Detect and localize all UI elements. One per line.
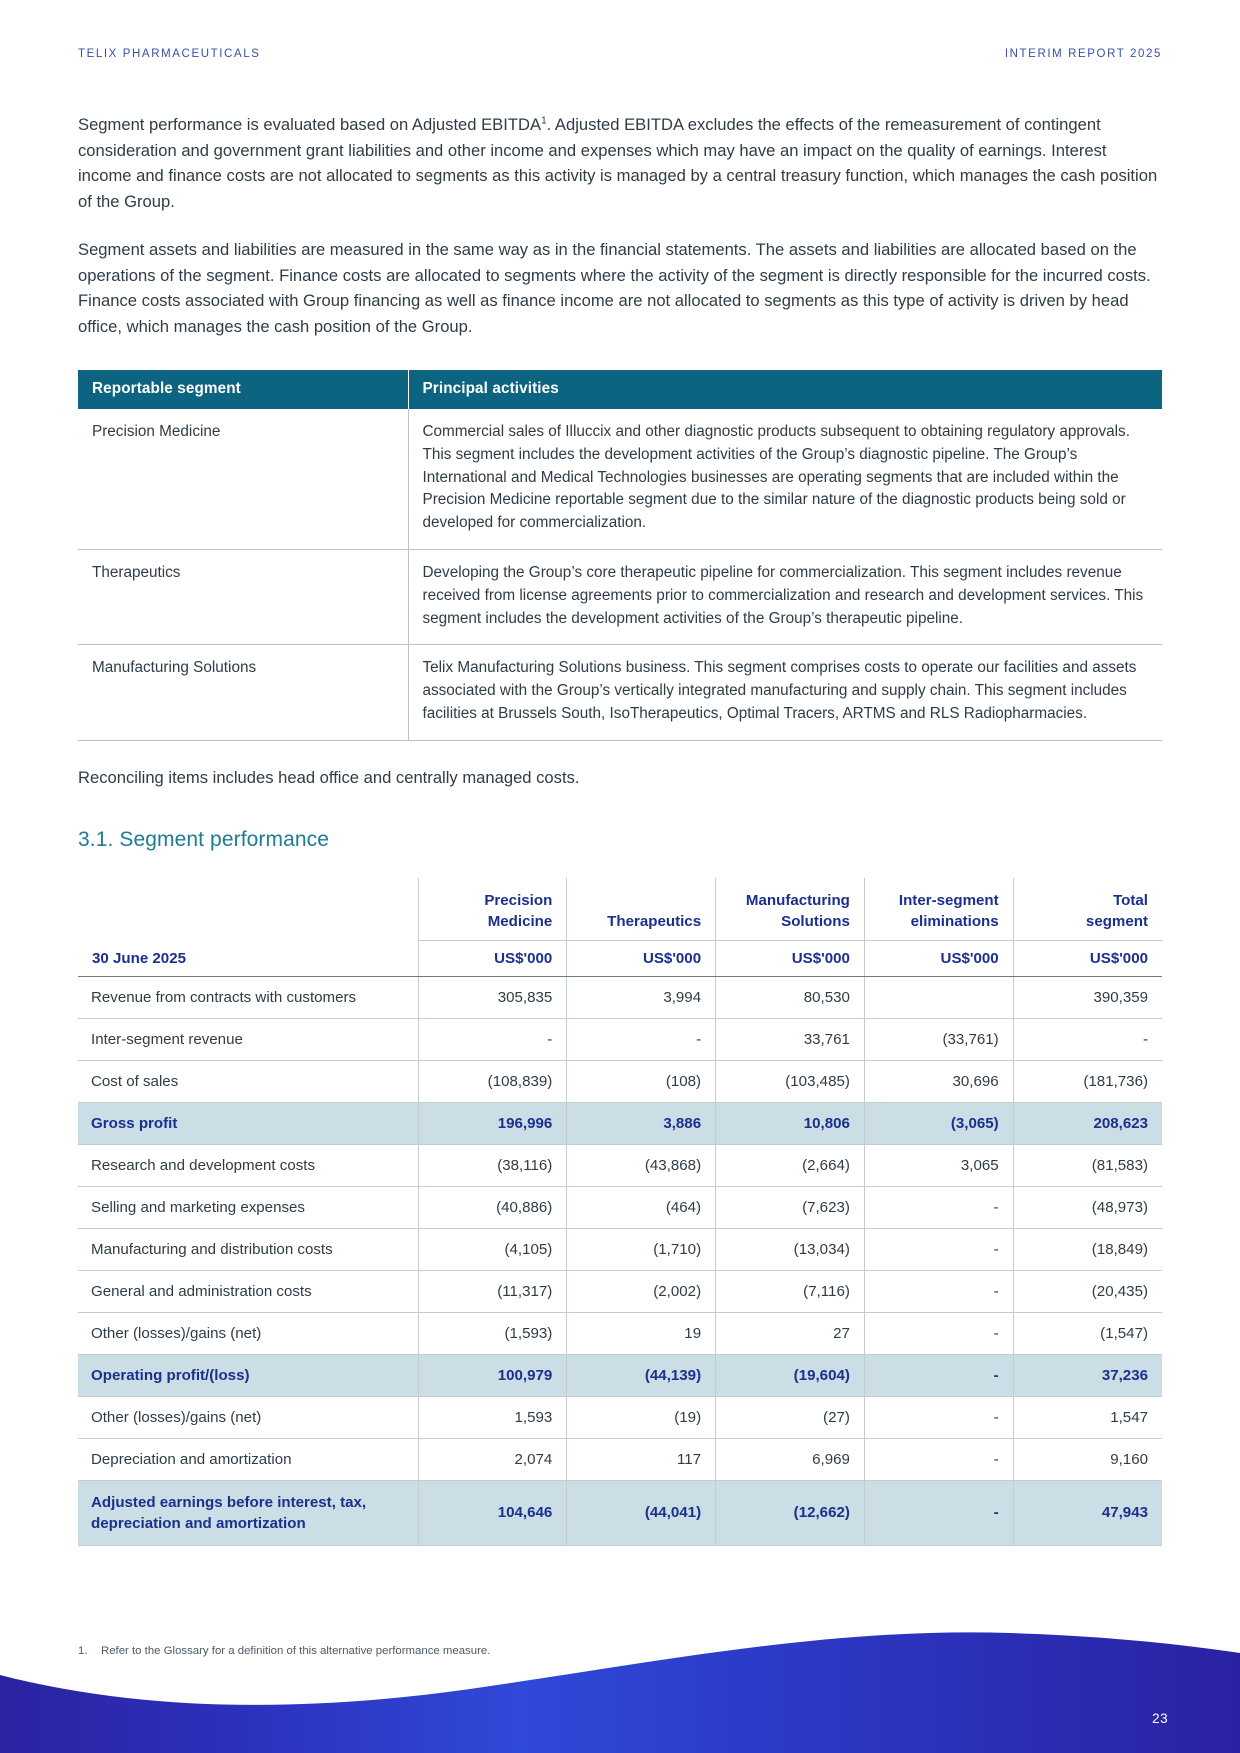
paragraph-1-part-a: Segment performance is evaluated based on Adjusted EBITDA: [78, 115, 542, 134]
reportable-segments-table: [78, 370, 1162, 741]
cell-value: (13,034): [716, 1228, 865, 1270]
cell-value: 9,160: [1013, 1438, 1162, 1480]
unit-total-segment: US$'000: [1013, 940, 1162, 976]
table-row: [78, 1396, 1162, 1438]
cell-value: [864, 976, 1013, 1018]
cell-value: -: [864, 1480, 1013, 1545]
paragraph-1-part-b: . Adjusted EBITDA excludes the effects of the remeasurement of contingent consideration and government grant liabilities and other income and expenses which may have an impact on the quality of earnings. Interest income and finance costs are not allocated to segments as this activity is managed by a central treasury function, which manages the cash position of the Group.: [78, 115, 1158, 211]
cell-value: (43,868): [567, 1144, 716, 1186]
segment-performance-table: [78, 878, 1162, 1546]
segment-name: Therapeutics: [78, 549, 408, 644]
cell-value: 80,530: [716, 976, 865, 1018]
reportable-segments-thead: [78, 370, 1162, 409]
page-content: [78, 112, 1162, 1546]
table-row: [78, 1060, 1162, 1102]
table-row: [78, 645, 1162, 740]
cell-value: 1,547: [1013, 1396, 1162, 1438]
cell-value: (48,973): [1013, 1186, 1162, 1228]
row-label: Operating profit/(loss): [78, 1354, 418, 1396]
segment-activities: Developing the Group’s core therapeutic pipeline for commercialization. This segment includes revenue received from license agreements prior to commercialization and research and development services. This segment includes the development activities of the Group’s therapeutic pipeline.: [408, 549, 1162, 644]
reportable-segments-tbody: [78, 409, 1162, 740]
cell-value: (44,041): [567, 1480, 716, 1545]
cell-value: 208,623: [1013, 1102, 1162, 1144]
cell-value: 3,994: [567, 976, 716, 1018]
section-title-segment-performance: 3.1. Segment performance: [78, 828, 330, 852]
segment-performance-units-row: [78, 940, 1162, 976]
segment-activities: Commercial sales of Illuccix and other diagnostic products subsequent to obtaining regulatory approvals. This segment includes the development activities of the Group’s diagnostic pipeline. The Group’s International and Medical Technologies businesses are operating segments that are included within the Precision Medicine reportable segment due to the similar nature of the diagnostic products being sold or developed for commercialization.: [408, 409, 1162, 549]
col-header-therapeutics: [567, 878, 716, 940]
running-header-left: TELIX PHARMACEUTICALS: [78, 48, 261, 60]
table-row: [78, 1186, 1162, 1228]
cell-value: -: [864, 1228, 1013, 1270]
unit-therapeutics: US$'000: [567, 940, 716, 976]
row-label: Other (losses)/gains (net): [78, 1312, 418, 1354]
cell-value: (2,002): [567, 1270, 716, 1312]
col-header-line-2: Medicine: [487, 912, 553, 930]
cell-value: (108): [567, 1060, 716, 1102]
cell-value: (1,710): [567, 1228, 716, 1270]
row-label: Inter-segment revenue: [78, 1018, 418, 1060]
unit-precision-medicine: US$'000: [418, 940, 567, 976]
paragraph-segment-performance: [78, 112, 1162, 214]
table-row: [78, 976, 1162, 1018]
col-header-line-2: eliminations: [910, 912, 999, 930]
cell-value: -: [864, 1438, 1013, 1480]
cell-value: 6,969: [716, 1438, 865, 1480]
cell-value: 19: [567, 1312, 716, 1354]
cell-value: (33,761): [864, 1018, 1013, 1060]
table-row: [78, 1270, 1162, 1312]
cell-value: -: [864, 1396, 1013, 1438]
cell-value: (38,116): [418, 1144, 567, 1186]
unit-manufacturing-solutions: US$'000: [716, 940, 865, 976]
segment-performance-thead: [78, 878, 1162, 976]
cell-value: (181,736): [1013, 1060, 1162, 1102]
table-row: [78, 1144, 1162, 1186]
col-header-line-2: Solutions: [781, 912, 850, 930]
cell-value: 27: [716, 1312, 865, 1354]
cell-value: 3,886: [567, 1102, 716, 1144]
segment-performance-header-names-row: [78, 878, 1162, 940]
table-row: [78, 1354, 1162, 1396]
cell-value: (44,139): [567, 1354, 716, 1396]
cell-value: (7,623): [716, 1186, 865, 1228]
col-header-line-1: Manufacturing: [745, 891, 850, 909]
row-label: General and administration costs: [78, 1270, 418, 1312]
period-label: 30 June 2025: [78, 940, 418, 976]
col-header-total-segment: [1013, 878, 1162, 940]
table-row: [78, 409, 1162, 549]
cell-value: (11,317): [418, 1270, 567, 1312]
unit-inter-segment-eliminations: US$'000: [864, 940, 1013, 976]
cell-value: -: [418, 1018, 567, 1060]
row-label: Manufacturing and distribution costs: [78, 1228, 418, 1270]
cell-value: (1,593): [418, 1312, 567, 1354]
cell-value: (20,435): [1013, 1270, 1162, 1312]
page-number: 23: [1152, 1711, 1168, 1726]
cell-value: (7,116): [716, 1270, 865, 1312]
segment-name: Precision Medicine: [78, 409, 408, 549]
table-row: [78, 1102, 1162, 1144]
col-header-inter-segment-eliminations: [864, 878, 1013, 940]
col-header-manufacturing-solutions: [716, 878, 865, 940]
segment-activities: Telix Manufacturing Solutions business. This segment comprises costs to operate our facilities and assets associated with the Group’s vertically integrated manufacturing and supply chain. This segment includes facilities at Brussels South, IsoTherapeutics, Optimal Tracers, ARTMS and RLS Radiopharmacies.: [408, 645, 1162, 740]
footer-wave-decoration: [0, 1593, 1240, 1753]
cell-value: (18,849): [1013, 1228, 1162, 1270]
cell-value: (12,662): [716, 1480, 865, 1545]
cell-value: -: [864, 1270, 1013, 1312]
cell-value: (27): [716, 1396, 865, 1438]
col-header-blank: [78, 878, 418, 940]
cell-value: 37,236: [1013, 1354, 1162, 1396]
footnote-number: 1.: [78, 1645, 88, 1657]
cell-value: (81,583): [1013, 1144, 1162, 1186]
col-header-line-1: Precision: [484, 891, 553, 909]
cell-value: -: [864, 1354, 1013, 1396]
paragraph-segment-assets: Segment assets and liabilities are measured in the same way as in the financial statements. The assets and liabilities are allocated based on the operations of the segment. Finance costs are allocated to segments where the activity of the segment is directly responsible for the incurred costs. Finance costs associated with Group financing as well as finance income are not allocated to segments as this type of activity is driven by head office, which manages the cash position of the Group.: [78, 240, 1151, 336]
table-row: [78, 1312, 1162, 1354]
col-header-principal-activities: Principal activities: [408, 370, 1162, 409]
running-header-right: INTERIM REPORT 2025: [1004, 48, 1162, 60]
col-header-line-2: Therapeutics: [607, 912, 702, 930]
cell-value: 1,593: [418, 1396, 567, 1438]
row-label: Research and development costs: [78, 1144, 418, 1186]
footnote-marker: 1: [541, 115, 547, 127]
cell-value: 390,359: [1013, 976, 1162, 1018]
cell-value: 10,806: [716, 1102, 865, 1144]
table-row: [78, 1480, 1162, 1545]
footnote-text: Refer to the Glossary for a definition of this alternative performance measure.: [101, 1645, 491, 1657]
cell-value: 30,696: [864, 1060, 1013, 1102]
col-header-line-2: segment: [1085, 912, 1148, 930]
cell-value: 305,835: [418, 976, 567, 1018]
col-header-line-1: Inter-segment: [898, 891, 999, 909]
cell-value: (19,604): [716, 1354, 865, 1396]
row-label: Cost of sales: [78, 1060, 418, 1102]
reportable-segments-header-row: [78, 370, 1162, 409]
table-row: [78, 1228, 1162, 1270]
col-header-line-1: Total: [1113, 891, 1148, 909]
wave-shape: [0, 1593, 1240, 1753]
row-label: Other (losses)/gains (net): [78, 1396, 418, 1438]
cell-value: (4,105): [418, 1228, 567, 1270]
row-label: Gross profit: [78, 1102, 418, 1144]
cell-value: (103,485): [716, 1060, 865, 1102]
table-row: [78, 549, 1162, 644]
row-label: Depreciation and amortization: [78, 1438, 418, 1480]
cell-value: 3,065: [864, 1144, 1013, 1186]
row-label: Revenue from contracts with customers: [78, 976, 418, 1018]
col-header-reportable-segment: Reportable segment: [78, 370, 408, 409]
cell-value: -: [1013, 1018, 1162, 1060]
cell-value: -: [864, 1312, 1013, 1354]
segment-performance-tbody: [78, 976, 1162, 1545]
cell-value: (3,065): [864, 1102, 1013, 1144]
cell-value: (19): [567, 1396, 716, 1438]
table-row: [78, 1438, 1162, 1480]
cell-value: 196,996: [418, 1102, 567, 1144]
cell-value: -: [567, 1018, 716, 1060]
segment-name: Manufacturing Solutions: [78, 645, 408, 740]
row-label: Adjusted earnings before interest, tax, depreciation and amortization: [78, 1480, 418, 1545]
cell-value: 117: [567, 1438, 716, 1480]
cell-value: (1,547): [1013, 1312, 1162, 1354]
row-label: Selling and marketing expenses: [78, 1186, 418, 1228]
cell-value: 2,074: [418, 1438, 567, 1480]
cell-value: 104,646: [418, 1480, 567, 1545]
cell-value: 47,943: [1013, 1480, 1162, 1545]
cell-value: (40,886): [418, 1186, 567, 1228]
cell-value: -: [864, 1186, 1013, 1228]
wave-path: [0, 1632, 1240, 1753]
col-header-precision-medicine: [418, 878, 567, 940]
running-header: [78, 48, 1162, 60]
cell-value: 100,979: [418, 1354, 567, 1396]
reconciling-items-note: Reconciling items includes head office and centrally managed costs.: [78, 767, 580, 787]
cell-value: (2,664): [716, 1144, 865, 1186]
cell-value: (108,839): [418, 1060, 567, 1102]
cell-value: 33,761: [716, 1018, 865, 1060]
cell-value: (464): [567, 1186, 716, 1228]
table-row: [78, 1018, 1162, 1060]
